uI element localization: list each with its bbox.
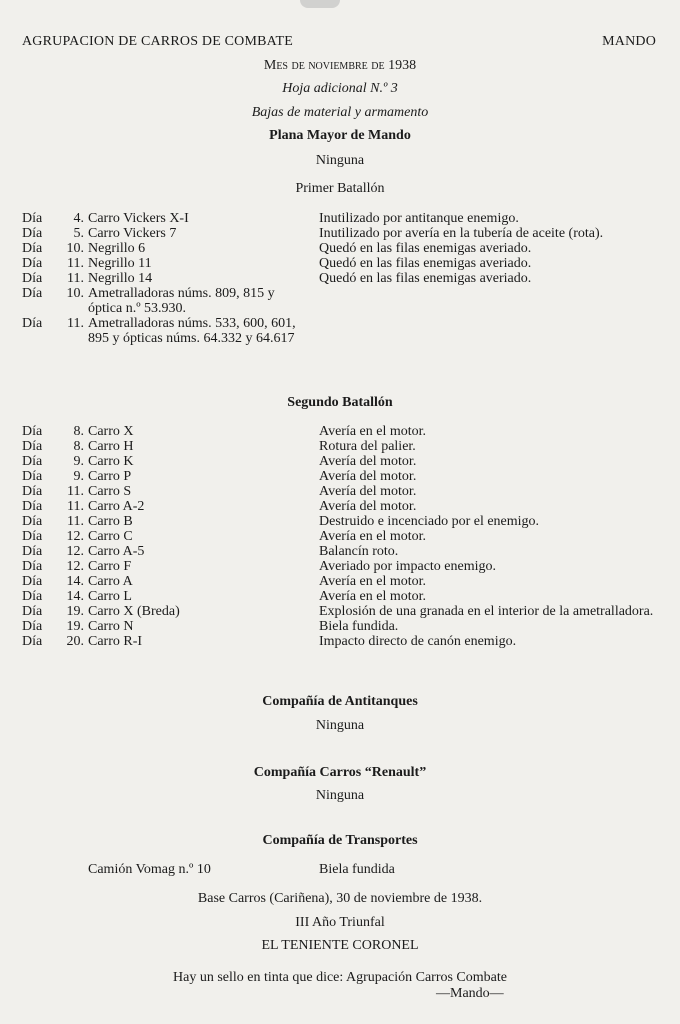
row-day: Día <box>22 424 43 439</box>
antitanques-value: Ninguna <box>315 718 365 733</box>
row-day-number: 20. <box>66 634 84 649</box>
table-row <box>22 211 662 226</box>
row-day-number: 9. <box>73 454 84 469</box>
row-day: Día <box>22 316 43 331</box>
primer-batallon-title: Primer Batallón <box>295 181 385 196</box>
row-day: Día <box>22 271 43 286</box>
row-description: Averiado por impacto enemigo. <box>319 559 497 574</box>
row-description: Destruido e incenciado por el enemigo. <box>319 514 540 529</box>
table-row <box>22 286 662 316</box>
row-day: Día <box>22 604 43 619</box>
row-item: Carro K <box>88 454 134 469</box>
row-item: Carro P <box>88 469 132 484</box>
transport-item: Camión Vomag n.º 10 <box>88 862 211 877</box>
row-item: Carro N <box>88 619 134 634</box>
row-item: Carro X <box>88 424 134 439</box>
table-row <box>22 271 662 286</box>
header-section: MANDO <box>602 34 656 49</box>
row-item: Carro Vickers 7 <box>88 226 177 241</box>
row-day: Día <box>22 469 43 484</box>
row-day: Día <box>22 589 43 604</box>
sheet-line: Hoja adicional N.º 3 <box>282 81 398 96</box>
row-day-number: 12. <box>66 529 84 544</box>
row-day: Día <box>22 544 43 559</box>
row-day: Día <box>22 499 43 514</box>
row-day-number: 9. <box>73 469 84 484</box>
page-smudge <box>300 0 340 8</box>
row-description: Avería en el motor. <box>319 574 427 589</box>
row-day: Día <box>22 256 43 271</box>
table-row <box>22 619 662 634</box>
row-item: Carro A-5 <box>88 544 145 559</box>
table-row <box>22 439 662 454</box>
table-row <box>22 454 662 469</box>
row-item: Carro A-2 <box>88 499 145 514</box>
row-day: Día <box>22 559 43 574</box>
place-date: Base Carros (Cariñena), 30 de noviembre de 1938. <box>197 891 483 906</box>
table-row <box>22 316 662 346</box>
renault-title: Compañía Carros “Renault” <box>253 765 427 780</box>
segundo-batallon-list <box>22 424 662 649</box>
row-day: Día <box>22 619 43 634</box>
row-day-number: 12. <box>66 559 84 574</box>
transportes-title: Compañía de Transportes <box>262 833 418 848</box>
row-day-number: 14. <box>66 574 84 589</box>
row-day-number: 8. <box>73 424 84 439</box>
row-day-number: 19. <box>66 619 84 634</box>
row-description: Avería en el motor. <box>319 529 427 544</box>
row-day-number: 14. <box>66 589 84 604</box>
plana-mayor-value: Ninguna <box>315 153 365 168</box>
signature: EL TENIENTE CORONEL <box>261 938 419 953</box>
row-item: Carro H <box>88 439 134 454</box>
table-row <box>22 469 662 484</box>
subject-line: Bajas de material y armamento <box>251 105 429 120</box>
row-description: Avería en el motor. <box>319 589 427 604</box>
row-item: Carro F <box>88 559 132 574</box>
row-description: Inutilizado por avería en la tubería de aceite (rota). <box>319 226 604 241</box>
row-day: Día <box>22 574 43 589</box>
row-description: Avería del motor. <box>319 484 417 499</box>
row-description: Avería del motor. <box>319 469 417 484</box>
row-day-number: 11. <box>67 316 84 331</box>
transport-desc: Biela fundida <box>319 862 395 877</box>
row-item: Negrillo 11 <box>88 256 152 271</box>
row-day: Día <box>22 286 43 301</box>
table-row <box>22 241 662 256</box>
row-item: Negrillo 6 <box>88 241 146 256</box>
row-item: Carro X (Breda) <box>88 604 180 619</box>
table-row <box>22 424 662 439</box>
table-row <box>22 499 662 514</box>
table-row <box>22 484 662 499</box>
row-item: Negrillo 14 <box>88 271 153 286</box>
row-item: Carro L <box>88 589 132 604</box>
row-day-number: 11. <box>67 271 84 286</box>
row-item: Carro A <box>88 574 133 589</box>
row-day-number: 11. <box>67 499 84 514</box>
row-description: Avería del motor. <box>319 499 417 514</box>
table-row <box>22 559 662 574</box>
row-day: Día <box>22 454 43 469</box>
primer-batallon-list <box>22 211 662 346</box>
row-day: Día <box>22 484 43 499</box>
row-item: Ametralladoras núms. 809, 815 y óptica n.º 53.930. <box>88 286 275 316</box>
plana-mayor-title: Plana Mayor de Mando <box>269 128 411 143</box>
antitanques-title: Compañía de Antitanques <box>262 694 418 709</box>
table-row <box>22 226 662 241</box>
row-item: Carro B <box>88 514 133 529</box>
row-day: Día <box>22 439 43 454</box>
row-day-number: 5. <box>73 226 84 241</box>
table-row <box>22 256 662 271</box>
row-day: Día <box>22 634 43 649</box>
row-day-number: 10. <box>66 286 84 301</box>
row-description: Quedó en las filas enemigas averiado. <box>319 271 532 286</box>
month-line: Mes de noviembre de 1938 <box>263 58 417 73</box>
row-description: Rotura del palier. <box>319 439 416 454</box>
row-day: Día <box>22 529 43 544</box>
row-day-number: 12. <box>66 544 84 559</box>
renault-value: Ninguna <box>315 788 365 803</box>
header-unit: AGRUPACION DE CARROS DE COMBATE <box>22 34 293 49</box>
row-day: Día <box>22 241 43 256</box>
table-row <box>22 589 662 604</box>
table-row <box>22 634 662 649</box>
row-day-number: 10. <box>66 241 84 256</box>
row-day-number: 4. <box>73 211 84 226</box>
segundo-batallon-title: Segundo Batallón <box>287 395 393 410</box>
row-description: Biela fundida. <box>319 619 399 634</box>
row-day-number: 8. <box>73 439 84 454</box>
year-line: III Año Triunfal <box>295 915 385 930</box>
row-item: Carro C <box>88 529 133 544</box>
row-day: Día <box>22 226 43 241</box>
row-description: Balancín roto. <box>319 544 399 559</box>
row-description: Impacto directo de canón enemigo. <box>319 634 517 649</box>
row-day: Día <box>22 514 43 529</box>
row-description: Avería del motor. <box>319 454 417 469</box>
row-day: Día <box>22 211 43 226</box>
row-description: Explosión de una granada en el interior de la ametralladora. <box>319 604 654 619</box>
row-description: Avería en el motor. <box>319 424 427 439</box>
row-description: Quedó en las filas enemigas averiado. <box>319 256 532 271</box>
row-item: Carro S <box>88 484 132 499</box>
stamp-note: Hay un sello en tinta que dice: Agrupación Carros Combate <box>173 970 507 985</box>
table-row <box>22 544 662 559</box>
table-row <box>22 604 662 619</box>
row-day-number: 11. <box>67 514 84 529</box>
row-day-number: 19. <box>66 604 84 619</box>
table-row <box>22 514 662 529</box>
table-row <box>22 574 662 589</box>
row-description: Quedó en las filas enemigas averiado. <box>319 241 532 256</box>
row-item: Carro Vickers X-I <box>88 211 189 226</box>
stamp-note-mando: —Mando— <box>436 986 504 1001</box>
table-row <box>22 529 662 544</box>
row-day-number: 11. <box>67 256 84 271</box>
row-item: Carro R-I <box>88 634 143 649</box>
row-item: Ametralladoras núms. 533, 600, 601, 895 y ópticas núms. 64.332 y 64.617 <box>88 316 296 346</box>
row-day-number: 11. <box>67 484 84 499</box>
row-description: Inutilizado por antitanque enemigo. <box>319 211 519 226</box>
